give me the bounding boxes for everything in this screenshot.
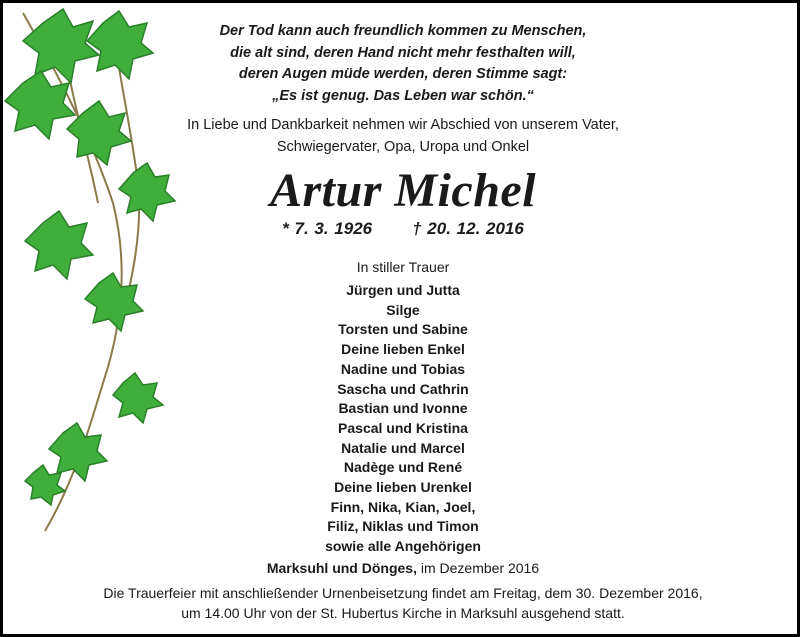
list-item: Jürgen und Jutta: [346, 282, 460, 298]
poem-line: Der Tod kann auch freundlich kommen zu Menschen,: [219, 23, 587, 39]
list-item: Deine lieben Enkel: [341, 341, 465, 358]
list-item: Natalie und Marcel: [341, 439, 465, 456]
list-item: Nadège und René: [343, 459, 463, 476]
poem-line: deren Augen müde werden, deren Stimme sagt:: [238, 66, 568, 82]
list-item: Silge: [386, 301, 420, 318]
list-item: Pascal und Kristina: [338, 419, 468, 436]
list-item: Filiz, Niklas und Timon: [327, 518, 479, 535]
funeral-notice: [43, 583, 763, 623]
list-item: sowie alle Angehörigen: [325, 538, 481, 555]
funeral-notice-line: um 14.00 Uhr von der St. Hubertus Kirche in Marksuhl ausgehend statt.: [181, 605, 625, 621]
deceased-name: Artur Michel: [269, 164, 537, 217]
funeral-notice-line: Die Trauerfeier mit anschließender Urnenbeisetzung findet am Freitag, dem 30. Dezember 2016,: [103, 585, 703, 601]
birth-date: * 7. 3. 1926: [282, 219, 373, 238]
place-names: Marksuhl und Dönges,: [266, 560, 417, 576]
intro-line: Schwiegervater, Opa, Uropa und Onkel: [276, 138, 530, 155]
list-item: Nadine und Tobias: [340, 360, 466, 377]
poem: [143, 21, 663, 107]
list-item: Sascha und Cathrin: [337, 380, 469, 397]
mourning-line: In stiller Trauer: [356, 259, 450, 275]
place-date-line: [143, 558, 663, 578]
list-item: Deine lieben Urenkel: [334, 479, 472, 496]
poem-line: „Es ist genug. Das Leben war schön.“: [272, 87, 534, 104]
death-date: † 20. 12. 2016: [412, 219, 524, 238]
intro-line: In Liebe und Dankbarkeit nehmen wir Abschied von unserem Vater,: [187, 117, 619, 133]
mourners-list: [143, 281, 663, 557]
list-item: Bastian und Ivonne: [338, 400, 468, 417]
life-dates: [143, 217, 663, 241]
place-date: im Dezember 2016: [416, 560, 540, 576]
list-item: Finn, Nika, Kian, Joel,: [330, 498, 476, 515]
intro-text: [143, 115, 663, 158]
list-item: Torsten und Sabine: [338, 321, 468, 338]
poem-line: die alt sind, deren Hand nicht mehr festhalten will,: [230, 44, 576, 61]
